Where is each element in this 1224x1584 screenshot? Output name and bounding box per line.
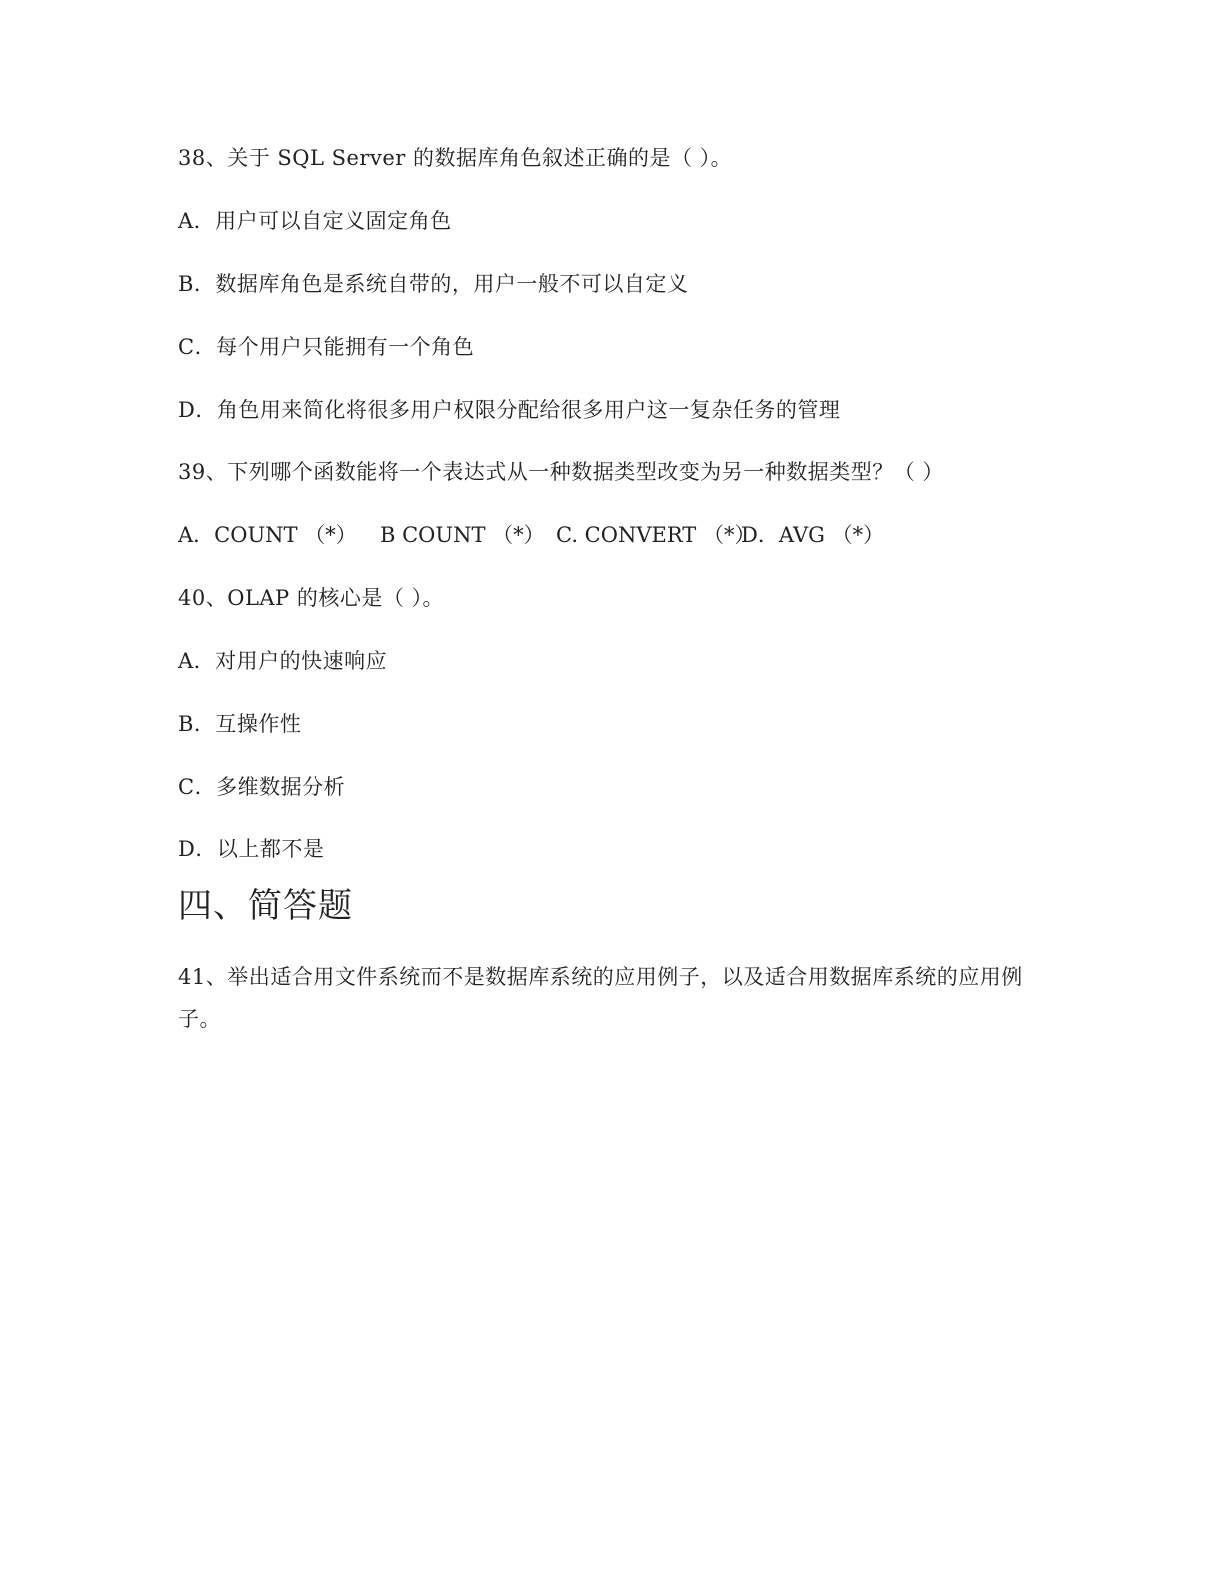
- question-38-option-c: C．每个用户只能拥有一个角色: [178, 335, 475, 359]
- question-38-option-b: B．数据库角色是系统自带的，用户一般不可以自定义: [178, 272, 689, 296]
- question-39-option-c: C. CONVERT （*）: [556, 523, 756, 547]
- question-39-option-b: B COUNT （*）: [380, 523, 545, 547]
- question-40-option-d: D．以上都不是: [178, 837, 325, 861]
- question-40-option-a: A．对用户的快速响应: [178, 649, 388, 673]
- question-40-option-b: B．互操作性: [178, 712, 302, 736]
- question-38-stem: 38、关于 SQL Server 的数据库角色叙述正确的是（ ）。: [178, 146, 733, 170]
- section-heading: 四、简答题: [178, 886, 353, 926]
- question-39-stem: 39、下列哪个函数能将一个表达式从一种数据类型改变为另一种数据类型？（ ）: [178, 460, 944, 484]
- question-39-option-d: D．AVG （*）: [741, 523, 885, 547]
- question-40-stem: 40、OLAP 的核心是（ ）。: [178, 586, 445, 610]
- question-38-option-a: A．用户可以自定义固定角色: [178, 209, 452, 233]
- question-38-option-d: D．角色用来简化将很多用户权限分配给很多用户这一复杂任务的管理: [178, 398, 841, 422]
- question-39-option-a: A．COUNT （*）: [178, 523, 357, 547]
- question-40-option-c: C．多维数据分析: [178, 775, 346, 799]
- question-41-stem: 41、举出适合用文件系统而不是数据库系统的应用例子，以及适合用数据库系统的应用例子。: [178, 965, 1023, 1031]
